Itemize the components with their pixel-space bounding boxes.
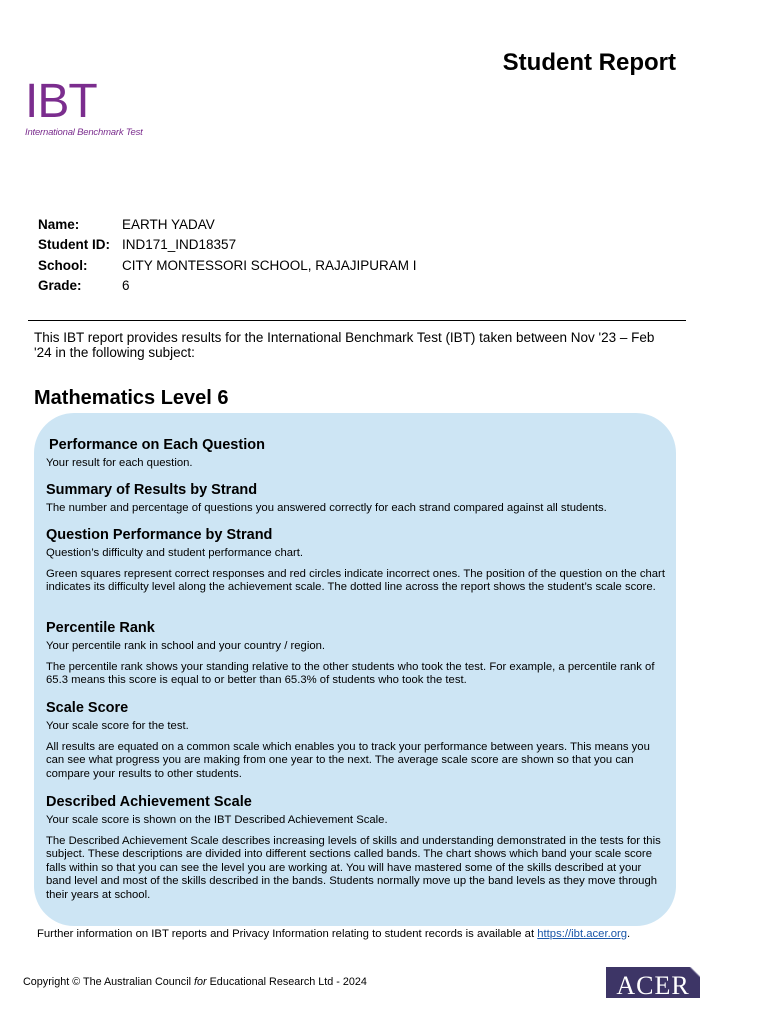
student-info xyxy=(38,214,417,296)
acer-logo-text: ACER xyxy=(616,971,690,998)
student-id-row xyxy=(38,235,417,256)
section-text: Your percentile rank in school and your country / region. xyxy=(46,640,326,652)
student-name: EARTH YADAV xyxy=(122,216,215,232)
section-title: Percentile Rank xyxy=(46,620,155,636)
section-text: Question’s difficulty and student performance chart. xyxy=(46,547,304,559)
copyright-post: Educational Research Ltd - 2024 xyxy=(206,976,367,988)
report-title: Student Report xyxy=(502,49,676,76)
section-title: Question Performance by Strand xyxy=(46,527,273,543)
ibt-logo-subtitle: International Benchmark Test xyxy=(25,127,143,138)
section-text: The number and percentage of questions you answered correctly for each strand compared against all students. xyxy=(46,502,607,514)
section-performance-each-question xyxy=(46,437,669,471)
ibt-logo xyxy=(25,75,143,138)
ibt-website-link[interactable]: https://ibt.acer.org xyxy=(537,928,628,940)
school-label: School: xyxy=(38,257,88,273)
grade-row xyxy=(38,276,417,297)
section-text: The percentile rank shows your standing relative to the other students who took the test. For example, a percentile rank of 65.3 means this score is equal to or better than 65.3% of students who took the test. xyxy=(46,660,655,687)
section-scale-score xyxy=(46,700,666,781)
student-id: IND171_IND18357 xyxy=(122,237,237,253)
section-title: Performance on Each Question xyxy=(49,437,265,453)
copyright xyxy=(23,976,367,988)
school-name: CITY MONTESSORI SCHOOL, RAJAJIPURAM I xyxy=(122,257,417,273)
school-row xyxy=(38,255,417,276)
section-text: Your scale score for the test. xyxy=(46,720,189,732)
intro-text: This IBT report provides results for the International Benchmark Test (IBT) taken between Nov '23 – Feb '24 in the following subject: xyxy=(34,330,655,360)
acer-logo xyxy=(606,967,700,998)
further-information-text: Further information on IBT reports and Privacy Information relating to student records is available at xyxy=(37,928,538,940)
copyright-pre: Copyright © The Australian Council xyxy=(23,976,194,988)
grade-label: Grade: xyxy=(38,278,82,294)
section-title: Scale Score xyxy=(46,700,129,716)
section-text: Your result for each question. xyxy=(46,457,193,469)
student-name-row xyxy=(38,214,417,235)
section-text: Your scale score is shown on the IBT Described Achievement Scale. xyxy=(46,814,388,826)
subject-title: Mathematics Level 6 xyxy=(34,387,229,409)
section-percentile-rank xyxy=(46,620,666,688)
section-text: The Described Achievement Scale describes increasing levels of skills and understanding demonstrated in the tests for this subject. These descriptions are divided into different sections called bands. The chart shows which band your scale score falls within so that you can see the level you are working at. You will have mastered some of the skills described at your band level and most of the skills described in the bands. Students normally move up the band levels as they move through their years at school. xyxy=(46,834,661,901)
header-divider xyxy=(28,320,686,321)
student-id-label: Student ID: xyxy=(38,237,110,253)
section-described-achievement-scale xyxy=(46,794,666,903)
section-title: Summary of Results by Strand xyxy=(46,482,258,498)
further-information xyxy=(37,928,630,940)
copyright-italic: for xyxy=(194,976,207,988)
ibt-logo-mark: IBT xyxy=(25,75,97,128)
section-question-performance xyxy=(46,527,666,595)
section-summary-by-strand xyxy=(46,482,666,516)
section-text: All results are equated on a common scale which enables you to track your performance between years. This means you can see what progress you are making from one year to the next. The average scale score are shown so that you can compare your results to other students. xyxy=(46,740,650,780)
section-title: Described Achievement Scale xyxy=(46,794,252,810)
name-label: Name: xyxy=(38,216,80,232)
grade-value: 6 xyxy=(122,278,130,294)
further-information-end: . xyxy=(627,928,631,940)
section-text: Green squares represent correct responses and red circles indicate incorrect ones. The position of the question on the chart indicates its difficulty level along the achievement scale. The dotted line across the report shows the student’s scale score. xyxy=(46,567,665,594)
